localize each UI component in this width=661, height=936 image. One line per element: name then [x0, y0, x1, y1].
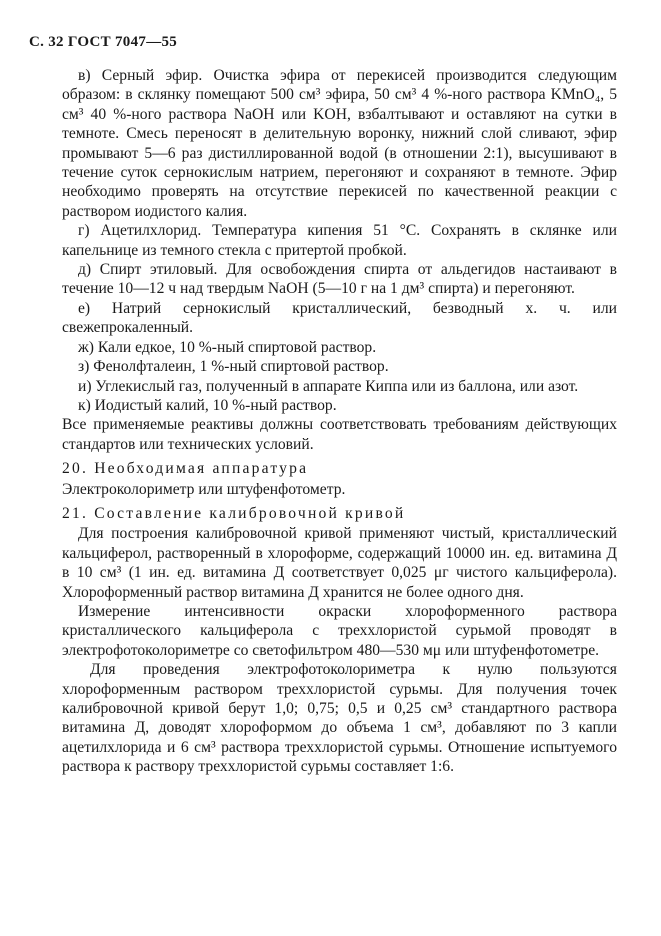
paragraph-potassium-iodide: к) Иодистый калий, 10 %-ный раствор. — [78, 396, 337, 414]
paragraph-ether: в) Серный эфир. Очистка эфира от перекисей производится следующим образом: в склянку помещают 500 см³ эфира, 50 см³ 4 %-ного раствора KMnO₄, 5 см³ 40 %-ного раствора NaOH или KOH, взбалтывают и оставляют на сутки в темноте. Смесь переносят в делительную воронку, нижний слой сливают, эфир промывают 5—6 раз дистиллированной водой (в отношении 2:1), высушивают в течение суток сернокислым натрием, перегоняют и сохраняют в темноте. Эфир необходимо проверять на отсутствие перекисей по качественной реакции с раствором иодистого калия. — [62, 67, 617, 220]
document-body — [62, 66, 617, 777]
section-21-paragraph-1: Для построения калибровочной кривой применяют чистый, кристаллический кальциферол, растворенный в хлороформе, содержащий 10000 ин. ед. витамина Д в 10 см³ (1 ин. ед. витамина Д соответствует 0,025 μг чистого кальциферола). Хлороформенный раствор витамина Д хранится не более одного дня. — [62, 525, 617, 601]
paragraph-ethanol: д) Спирт этиловый. Для освобождения спирта от альдегидов настаивают в течение 10—12 ч над твердым NaOH (5—10 г на 1 дм³ спирта) и перегоняют. — [62, 261, 617, 298]
paragraph-carbon-dioxide: и) Углекислый газ, полученный в аппарате Киппа или из баллона, или азот. — [78, 377, 579, 395]
paragraph-phenolphthalein: з) Фенолфталеин, 1 %-ный спиртовой раствор. — [78, 358, 389, 376]
paragraph-sodium-sulfate: е) Натрий сернокислый кристаллический, безводный х. ч. или свежепрокаленный. — [62, 299, 617, 337]
page-header: С. 32 ГОСТ 7047—55 — [29, 34, 178, 50]
section-21-paragraph-3: Для проведения электрофотоколориметра к нулю пользуются хлороформенным раствором треххлористой сурьмы. Для получения точек калибровочной кривой берут 1,0; 0,75; 0,5 и 0,25 см³ стандартного раствора витамина Д, доводят хлороформом до объема 1 см³, добавляют по 3 капли ацетилхлорида и 6 см³ раствора треххлористой сурьмы. Отношение испытуемого раствора к раствору треххлористой сурьмы составляет 1:6. — [62, 661, 617, 776]
paragraph-reagents-requirement: Все применяемые реактивы должны соответствовать требованиям действующих стандартов или технических условий. — [62, 416, 617, 453]
section-21-paragraph-2: Измерение интенсивности окраски хлороформенного раствора кристаллического кальциферола с треххлористой сурьмой проводят в электрофотоколориметре со светофильтром 480—530 мμ или штуфенфотометре. — [62, 602, 617, 659]
section-20-text: Электроколориметр или штуфенфотометр. — [62, 480, 346, 498]
paragraph-potassium-hydroxide: ж) Кали едкое, 10 %-ный спиртовой раствор. — [78, 338, 377, 356]
paragraph-acetyl-chloride: г) Ацетилхлорид. Температура кипения 51 °С. Сохранять в склянке или капельнице из темного стекла с притертой пробкой. — [62, 222, 617, 259]
section-20-heading: 20. Необходимая аппаратура — [62, 460, 309, 478]
section-21-heading: 21. Составление калибровочной кривой — [62, 504, 406, 522]
